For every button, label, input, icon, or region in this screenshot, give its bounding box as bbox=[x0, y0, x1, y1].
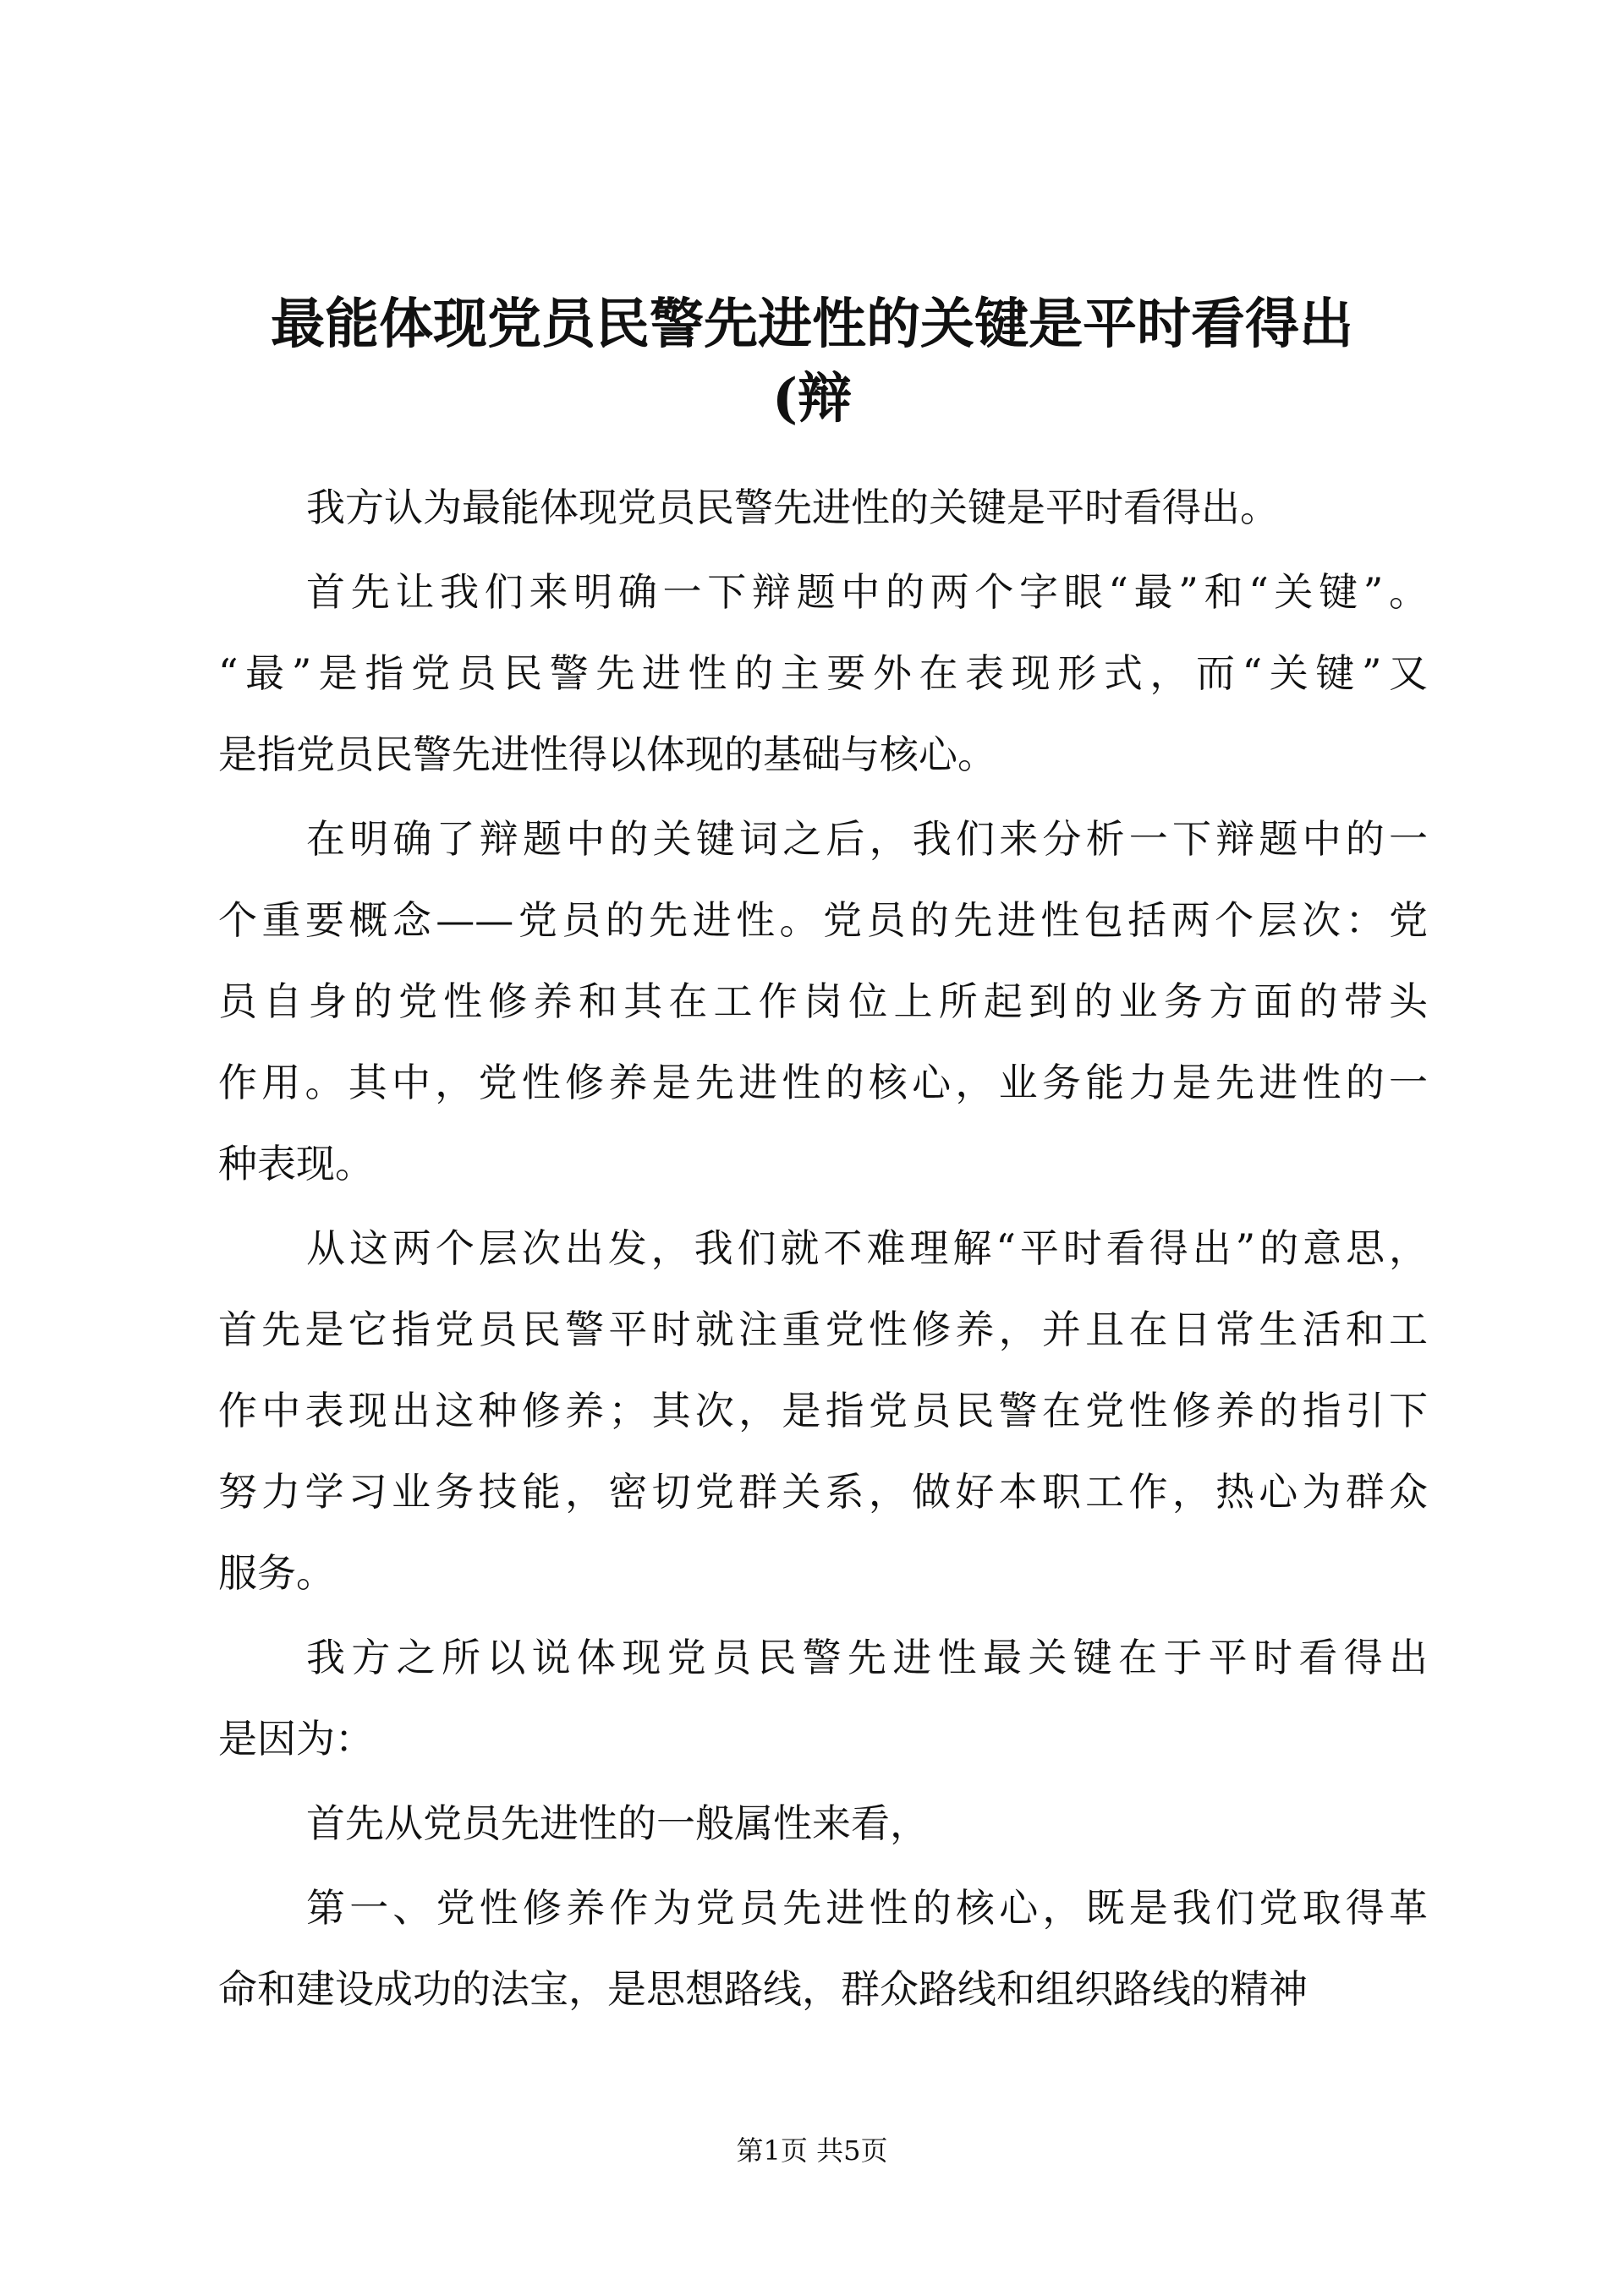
text-line: 我方之所以说体现党员民警先进性最关键在于平时看得出 bbox=[306, 1635, 1428, 1680]
text-line: 从这两个层次出发，我们就不难理解“平时看得出”的意思， bbox=[306, 1225, 1428, 1271]
text-line: 是因为： bbox=[218, 1716, 374, 1762]
paragraph bbox=[218, 1867, 1428, 2030]
paragraph bbox=[218, 551, 1428, 795]
text-line: 服务。 bbox=[218, 1550, 335, 1596]
text-line: 作中表现出这种修养；其次，是指党员民警在党性修养的指引下 bbox=[218, 1388, 1428, 1433]
document-title bbox=[169, 288, 1455, 436]
text-line: 作用。其中，党性修养是先进性的核心，业务能力是先进性的一 bbox=[218, 1060, 1428, 1105]
page-footer: 第1页 共5页 bbox=[736, 2134, 888, 2167]
title-line: (辩 bbox=[771, 367, 853, 430]
paragraph bbox=[218, 1617, 1428, 1779]
text-line: 努力学习业务技能，密切党群关系，做好本职工作，热心为群众 bbox=[218, 1469, 1428, 1515]
text-line: 员自身的党性修养和其在工作岗位上所起到的业务方面的带头 bbox=[218, 978, 1428, 1024]
text-line: 在明确了辩题中的关键词之后，我们来分析一下辩题中的一 bbox=[306, 816, 1428, 862]
text-line: 首先让我们来明确一下辩题中的两个字眼“最”和“关键”。 bbox=[306, 569, 1428, 615]
paragraph bbox=[218, 467, 1428, 548]
paragraph bbox=[218, 798, 1428, 1204]
paragraph bbox=[218, 1783, 1428, 1864]
title-line: 最能体现党员民警先进性的关键是平时看得出 bbox=[271, 293, 1353, 356]
text-line: 首先是它指党员民警平时就注重党性修养，并且在日常生活和工 bbox=[218, 1307, 1428, 1352]
document-body bbox=[218, 467, 1428, 2033]
text-line: 命和建设成功的法宝，是思想路线，群众路线和组织路线的精神 bbox=[218, 1966, 1308, 2012]
text-line: 第一、党性修养作为党员先进性的核心，既是我们党取得革 bbox=[306, 1885, 1428, 1931]
text-line: 是指党员民警先进性得以体现的基础与核心。 bbox=[218, 732, 996, 777]
paragraph bbox=[218, 1208, 1428, 1614]
text-line: 首先从党员先进性的一般属性来看， bbox=[306, 1800, 929, 1846]
text-line: 个重要概念——党员的先进性。党员的先进性包括两个层次：党 bbox=[218, 897, 1428, 943]
text-line: 我方认为最能体现党员民警先进性的关键是平时看得出。 bbox=[306, 485, 1279, 530]
text-line: 种表现。 bbox=[218, 1141, 374, 1186]
text-line: “最”是指党员民警先进性的主要外在表现形式，而“关键”又 bbox=[218, 650, 1428, 696]
